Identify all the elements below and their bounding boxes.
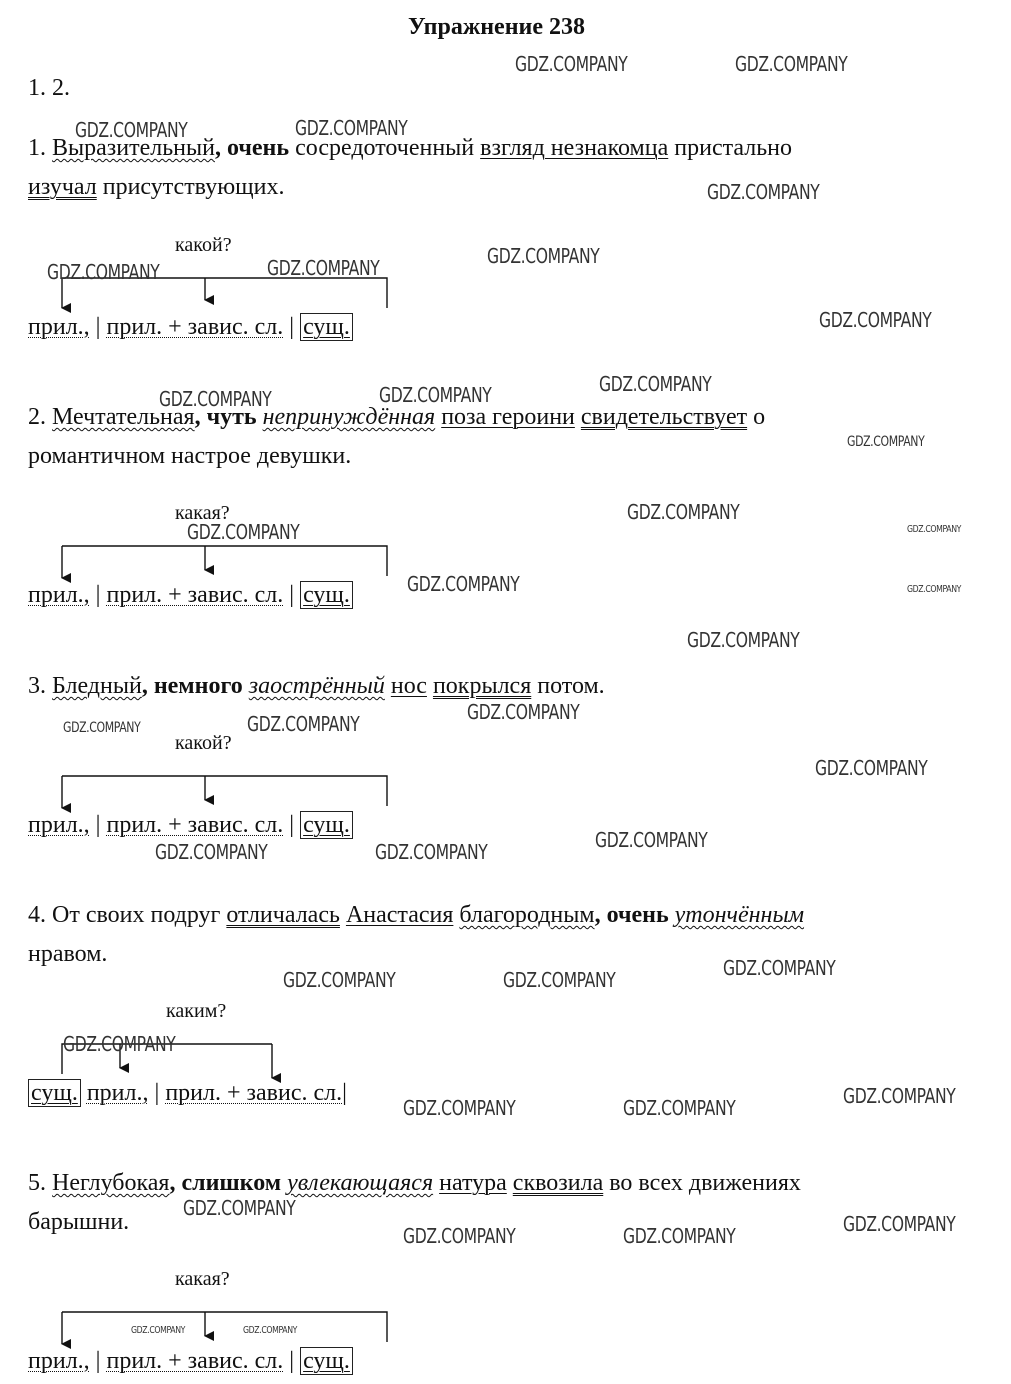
- word: натура: [439, 1170, 507, 1196]
- watermark: GDZ.COMPANY: [735, 52, 848, 76]
- watermark: GDZ.COMPANY: [131, 1325, 186, 1336]
- watermark: GDZ.COMPANY: [75, 118, 188, 142]
- watermark: GDZ.COMPANY: [707, 180, 820, 204]
- watermark: GDZ.COMPANY: [907, 524, 962, 535]
- word: Бледный: [52, 673, 142, 699]
- watermark: GDZ.COMPANY: [407, 572, 520, 596]
- connector-line: [62, 776, 387, 806]
- word: во всех движениях: [603, 1170, 801, 1196]
- word: Выразительный: [52, 135, 215, 161]
- sentence-number: 1.: [28, 135, 46, 161]
- diagram-adjective-dependent: прил. + завис. сл.: [106, 582, 284, 608]
- watermark: GDZ.COMPANY: [375, 840, 488, 864]
- word: , очень: [214, 135, 290, 161]
- word: , чуть: [194, 404, 257, 430]
- sentence-4-line-2: нравом.: [28, 941, 108, 967]
- sentence-number: 5.: [28, 1170, 46, 1196]
- diagram-separator: |: [289, 1348, 295, 1374]
- diagram-adjective: прил.,: [28, 812, 90, 838]
- word: потом.: [531, 673, 605, 699]
- watermark: GDZ.COMPANY: [183, 1196, 296, 1220]
- watermark: GDZ.COMPANY: [47, 260, 160, 284]
- watermark: GDZ.COMPANY: [623, 1224, 736, 1248]
- watermark: GDZ.COMPANY: [847, 434, 925, 450]
- watermark: GDZ.COMPANY: [267, 256, 380, 280]
- word: нос: [390, 673, 427, 699]
- word: От своих подруг: [52, 902, 227, 928]
- sentence-2-line-2: романтичном настрое девушки.: [28, 443, 352, 469]
- watermark: GDZ.COMPANY: [487, 244, 600, 268]
- word: Мечтательная: [52, 404, 195, 430]
- diagram-adjective-dependent: прил. + завис. сл.: [106, 812, 284, 838]
- connector-line: [62, 1312, 387, 1342]
- diagram-question: каким?: [166, 1000, 227, 1022]
- watermark: GDZ.COMPANY: [159, 387, 272, 411]
- watermark: GDZ.COMPANY: [403, 1096, 516, 1120]
- diagram-noun: сущ.: [300, 581, 353, 609]
- watermark: GDZ.COMPANY: [283, 968, 396, 992]
- sentence-number: 2.: [28, 404, 46, 430]
- diagram-noun: сущ.: [300, 313, 353, 341]
- word: утончённым: [674, 902, 805, 928]
- watermark: GDZ.COMPANY: [403, 1224, 516, 1248]
- watermark: GDZ.COMPANY: [599, 372, 712, 396]
- word: о: [747, 404, 766, 430]
- diagram-noun: сущ.: [28, 1079, 81, 1107]
- connector-line: [62, 546, 387, 576]
- word: взгляд незнакомца: [480, 135, 669, 161]
- diagram-adjective: прил.,: [28, 1348, 90, 1374]
- diagram-separator: |: [289, 582, 295, 608]
- watermark: GDZ.COMPANY: [515, 52, 628, 76]
- diagram-question: какая?: [175, 502, 230, 524]
- word: поза героини: [441, 404, 575, 430]
- diagram-separator: |: [95, 582, 101, 608]
- diagram-separator: |: [95, 812, 101, 838]
- watermark: GDZ.COMPANY: [155, 840, 268, 864]
- watermark: GDZ.COMPANY: [819, 308, 932, 332]
- diagram-question: какой?: [175, 234, 232, 256]
- watermark: GDZ.COMPANY: [623, 1096, 736, 1120]
- word: заострённый: [248, 673, 385, 699]
- task-numbers: 1. 2.: [28, 75, 70, 101]
- diagram-3-arrows: [62, 776, 387, 808]
- watermark: GDZ.COMPANY: [379, 383, 492, 407]
- watermark: GDZ.COMPANY: [815, 756, 928, 780]
- word: присутствующих.: [96, 174, 285, 200]
- word: свидетельствует: [580, 404, 748, 430]
- word: покрылся: [432, 673, 532, 699]
- watermark: GDZ.COMPANY: [467, 700, 580, 724]
- sentence-number: 3.: [28, 673, 46, 699]
- diagram-adjective-dependent: прил. + завис. сл.: [106, 1348, 284, 1374]
- diagram-adjective: прил.,: [28, 314, 90, 340]
- word: увлекающаяся: [287, 1170, 434, 1196]
- watermark: GDZ.COMPANY: [247, 712, 360, 736]
- diagram-separator: |: [154, 1080, 160, 1106]
- diagram-separator: |: [342, 1080, 347, 1106]
- diagram-2-arrows: [62, 546, 387, 578]
- diagram-separator: |: [95, 1348, 101, 1374]
- watermark: GDZ.COMPANY: [627, 500, 740, 524]
- word: пристально: [668, 135, 792, 161]
- watermark: GDZ.COMPANY: [843, 1084, 956, 1108]
- sentence-number: 4.: [28, 902, 46, 928]
- word: Анастасия: [345, 902, 454, 928]
- watermark: GDZ.COMPANY: [295, 116, 408, 140]
- watermark: GDZ.COMPANY: [907, 584, 962, 595]
- watermark: GDZ.COMPANY: [723, 956, 836, 980]
- word: благородным: [459, 902, 595, 928]
- word: отличалась: [226, 902, 340, 928]
- watermark: GDZ.COMPANY: [595, 828, 708, 852]
- word: сквозила: [512, 1170, 604, 1196]
- diagram-adjective-dependent: прил. + завис. сл.: [165, 1080, 343, 1106]
- diagram-adjective: прил.,: [28, 582, 90, 608]
- sentence-5-line-2: барышни.: [28, 1209, 130, 1235]
- word: , немного: [141, 673, 243, 699]
- diagram-noun: сущ.: [300, 811, 353, 839]
- watermark: GDZ.COMPANY: [843, 1212, 956, 1236]
- diagram-noun: сущ.: [300, 1347, 353, 1375]
- diagram-separator: |: [289, 812, 295, 838]
- word: сосредоточенный: [289, 135, 481, 161]
- diagram-separator: |: [95, 314, 101, 340]
- diagram-adjective: прил.,: [86, 1080, 149, 1106]
- diagram-adjective-dependent: прил. + завис. сл.: [106, 314, 284, 340]
- watermark: GDZ.COMPANY: [187, 520, 300, 544]
- diagram-question: какой?: [175, 732, 232, 754]
- word: изучал: [28, 174, 97, 200]
- watermark: GDZ.COMPANY: [63, 1032, 176, 1056]
- page-title: Упражнение 238: [408, 14, 586, 40]
- watermark: GDZ.COMPANY: [503, 968, 616, 992]
- word: непринуждённая: [262, 404, 436, 430]
- diagram-separator: |: [289, 314, 295, 340]
- diagram-question: какая?: [175, 1268, 230, 1290]
- diagram-5-arrows: [62, 1312, 387, 1344]
- watermark: GDZ.COMPANY: [243, 1325, 298, 1336]
- watermark: GDZ.COMPANY: [687, 628, 800, 652]
- word: , слишком: [169, 1170, 282, 1196]
- word: Неглубокая: [52, 1170, 170, 1196]
- watermark: GDZ.COMPANY: [63, 720, 141, 736]
- word: , очень: [594, 902, 669, 928]
